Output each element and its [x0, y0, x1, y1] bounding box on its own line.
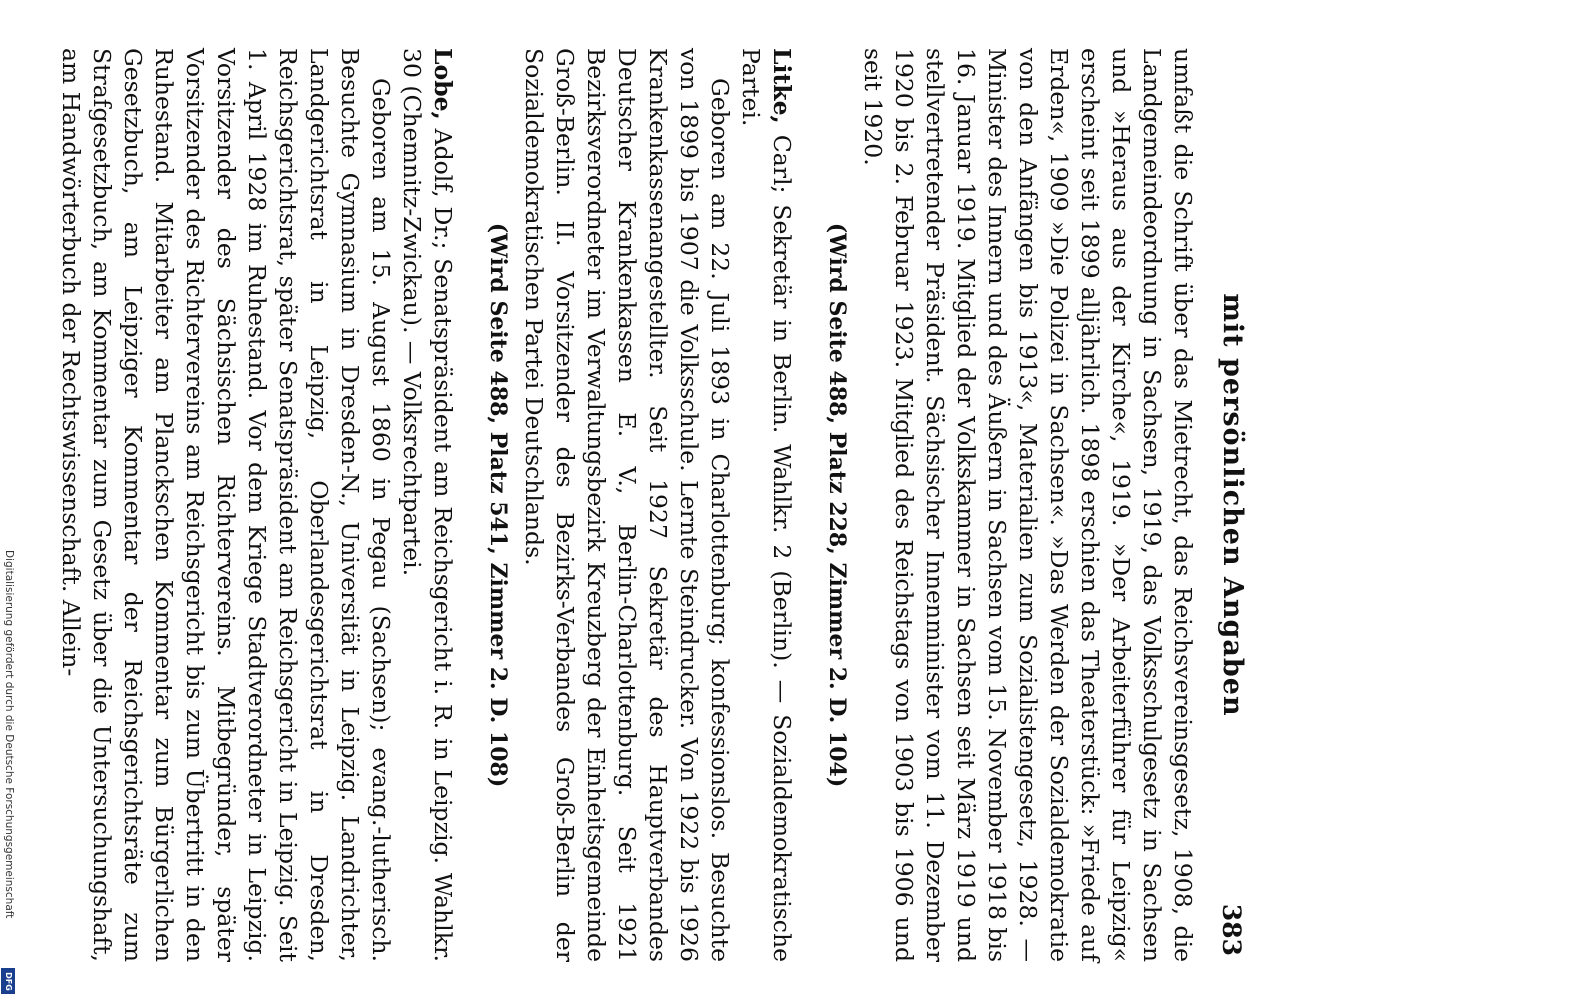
entry-name: Litke,: [768, 48, 796, 124]
book-page: [0, 20, 1270, 980]
dfg-logo-icon: [1, 968, 15, 994]
running-title: mit persönlichen Angaben: [1217, 293, 1248, 717]
page-number: 383: [1217, 903, 1246, 956]
credit-text: Digitalisierung gefördert durch die Deutsche Forschungsgemeinschaft: [3, 550, 15, 919]
entry-body: Geboren am 22. Juli 1893 in Charlottenburg; konfessionslos. Besuchte von 1899 bis 1907 die Volksschule. Lernte Steindrucker. Von 1922 bis 1926 Krankenkassenangestellter. Seit 1927 Sekretär des Hauptverbandes Deutscher Krankenkassen E. V., Berlin-Charlottenburg. Seit 1921 Bezirksverordneter im Verwaltungsbezirk Kreuzberg der Einheitsgemeinde Groß-Berlin. II. Vorsitzender des Bezirks-Verbandes Groß-Berlin der Sozialdemokratischen Partei Deutschlands.: [520, 48, 734, 962]
biography-entry-litke: [484, 48, 797, 962]
running-head: [1212, 48, 1248, 962]
entry-header: [735, 48, 797, 962]
entry-body: Geboren am 15. August 1860 in Pegau (Sachsen); evang.-lutherisch. Besuchte Gymnasium in Dresden-N., Universität in Leipzig. Landrichter, Landgerichtsrat in Leipzig, Oberlandesgerichtsrat in Dresden, Reichsgerichtsrat, später Senatspräsident am Reichsgericht in Leipzig. Seit 1. April 1928 im Ruhestand. Vor dem Kriege Stadtverordneter in Leipzig. Vorsitzender des Sächsischen Richtervereins. Mitbegründer, später Vorsitzender des Richtervereins am Reichsgericht bis zum Übertritt in den Ruhestand. Mitarbeiter am Planckschen Kommentar zum Bürgerlichen Gesetzbuch, am Leipziger Kommentar der Reichsgerichtsräte zum Strafgesetzbuch, am Kommentar zum Gesetz über die Untersuchungshaft, am Handwörterbuch der Rechtswissenschaft. Allein-: [57, 48, 395, 962]
biography-entry-lobe: [55, 48, 458, 962]
entry-header-text: Adolf, Dr.; Senatspräsident am Reichsgericht i. R. in Leipzig. Wahlkr. 30 (Chemnitz-Zwickau). — Volksrechtpartei.: [398, 48, 457, 962]
seat-note: (Wird Seite 488, Platz 228, Zimmer 2. D. 104): [824, 222, 850, 788]
seat-note: (Wird Seite 488, Platz 541, Zimmer 2. D. 108): [485, 222, 511, 788]
entry-name: Lobe,: [429, 48, 457, 120]
entry-header-text: Carl; Sekretär in Berlin. Wahlkr. 2 (Berlin). — Sozialdemokratische Partei.: [737, 48, 796, 962]
dfg-logo-text: DFG: [3, 971, 13, 991]
continuation-paragraph: umfaßt die Schrift über das Mietrecht, das Reichsvereinsgesetz, 1908, die Landgemeindeordnung in Sachsen, 1919, das Volksschulgesetz in Sachsen und »Heraus aus der Kirche«, 1919. »Der Arbeiterführer für Leipzig« erscheint seit 1899 alljährlich. 1898 erschien das Theaterstück: »Friede auf Erden«, 1909 »Die Polizei in Sachsen«. »Das Werden der Sozialdemokratie von den Anfängen bis 1913«, Materialien zum Sozialistengesetz, 1928. — Minister des Innern und des Äußern in Sachsen vom 15. November 1918 bis 16. Januar 1919. Mitglied der Volkskammer in Sachsen seit März 1919 und stellvertretender Präsident. Sächsischer Innenminister vom 11. Dezember 1920 bis 2. Februar 1923. Mitglied des Reichstags von 1903 bis 1906 und seit 1920.: [859, 48, 1197, 962]
digitization-credit: [2, 550, 16, 990]
entry-header: [396, 48, 458, 962]
